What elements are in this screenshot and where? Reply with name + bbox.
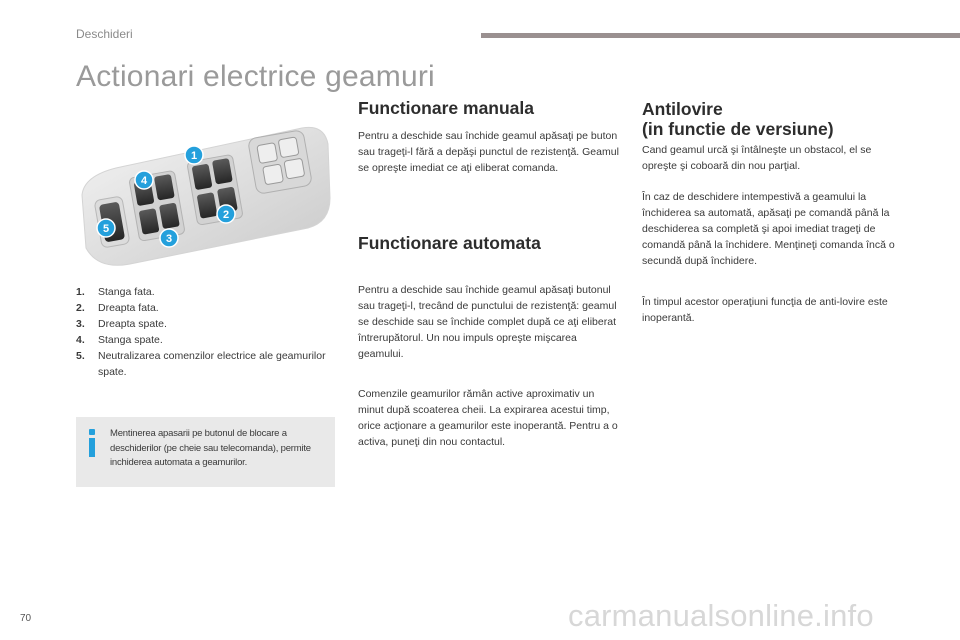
page-title: Actionari electrice geamuri (76, 60, 435, 93)
automatic-operation-section (358, 233, 620, 450)
callout-5 (97, 219, 115, 237)
window-switch-panel-svg (76, 110, 338, 270)
anti-pinch-text: Cand geamul urcă şi întâlneşte un obstacol, el se opreşte şi coboară din nou parţial. (642, 144, 872, 172)
legend-item (76, 332, 338, 348)
anti-pinch-inoperative-text: În timpul acestor operaţiuni funcţia de anti-lovire este inoperantă. (642, 296, 888, 324)
legend-item (76, 348, 338, 380)
legend-number: 1. (76, 286, 85, 298)
legend-number: 5. (76, 350, 85, 362)
manual-operation-section (358, 98, 620, 176)
automatic-operation-text: Pentru a deschide sau închide geamul apăsaţi butonul sau trageţi-l, trecând de punctului de rezistenţă: geamul se deschide sau se închide complet după ce aţi eliberat întrerupătorul. Un nou impuls opreşte mişcarea geamului. (358, 284, 617, 360)
manual-operation-text: Pentru a deschide sau închide geamul apăsaţi pe buton sau trageţi-l fără a depăşi punctul de rezistenţă. Geamul se opreşte imediat ce aţi eliberat comanda. (358, 130, 619, 174)
legend-item (76, 284, 338, 300)
svg-text:1: 1 (190, 150, 198, 162)
callout-1 (185, 146, 203, 164)
callout-3 (160, 229, 178, 247)
anti-pinch-heading: Antilovire (in functie de versiune) (642, 99, 834, 139)
svg-text:2: 2 (222, 209, 230, 221)
anti-pinch-section (642, 99, 904, 326)
legend-item (76, 300, 338, 316)
info-note (76, 417, 335, 487)
switch-legend (76, 284, 338, 380)
legend-text: Stanga spate. (98, 334, 163, 346)
manual-operation-heading: Functionare manuala (358, 98, 535, 118)
svg-text:3: 3 (165, 233, 173, 245)
page-number: 70 (20, 613, 32, 624)
legend-text: Neutralizarea comenzilor electrice ale geamurilor spate. (98, 350, 326, 378)
watermark: carmanualsonline.info (568, 598, 874, 633)
svg-text:5: 5 (102, 223, 110, 235)
legend-number: 2. (76, 302, 85, 314)
legend-text: Stanga fata. (98, 286, 155, 298)
section-label: Deschideri (76, 27, 133, 41)
legend-text: Dreapta spate. (98, 318, 167, 330)
svg-text:4: 4 (140, 175, 148, 187)
header-bar (481, 33, 960, 38)
callout-2 (217, 205, 235, 223)
legend-number: 4. (76, 334, 85, 346)
legend-item (76, 316, 338, 332)
info-icon (85, 427, 99, 461)
info-note-text: Mentinerea apasarii pe butonul de blocare a deschiderilor (pe cheie sau telecomanda), permite inchiderea automata a geamurilor. (110, 428, 311, 468)
automatic-operation-heading: Functionare automata (358, 233, 541, 253)
callout-4 (135, 171, 153, 189)
key-removal-text: Comenzile geamurilor rămân active aproximativ un minut după scoaterea cheii. La expirarea acestui timp, orice acţionare a geamurilor este inoperantă. Pentru a o activa, puneţi din nou contactul. (358, 388, 618, 448)
window-switch-panel-illustration (76, 110, 338, 270)
legend-number: 3. (76, 318, 85, 330)
legend-text: Dreapta fata. (98, 302, 159, 314)
anti-pinch-reopen-text: În caz de deschidere intempestivă a geamului la închiderea sa automată, apăsaţi pe comandă până la deschiderea sa completă şi apoi imediat trageţi de comandă până la închidere. Menţineţi comanda încă o secundă după închidere. (642, 191, 895, 267)
